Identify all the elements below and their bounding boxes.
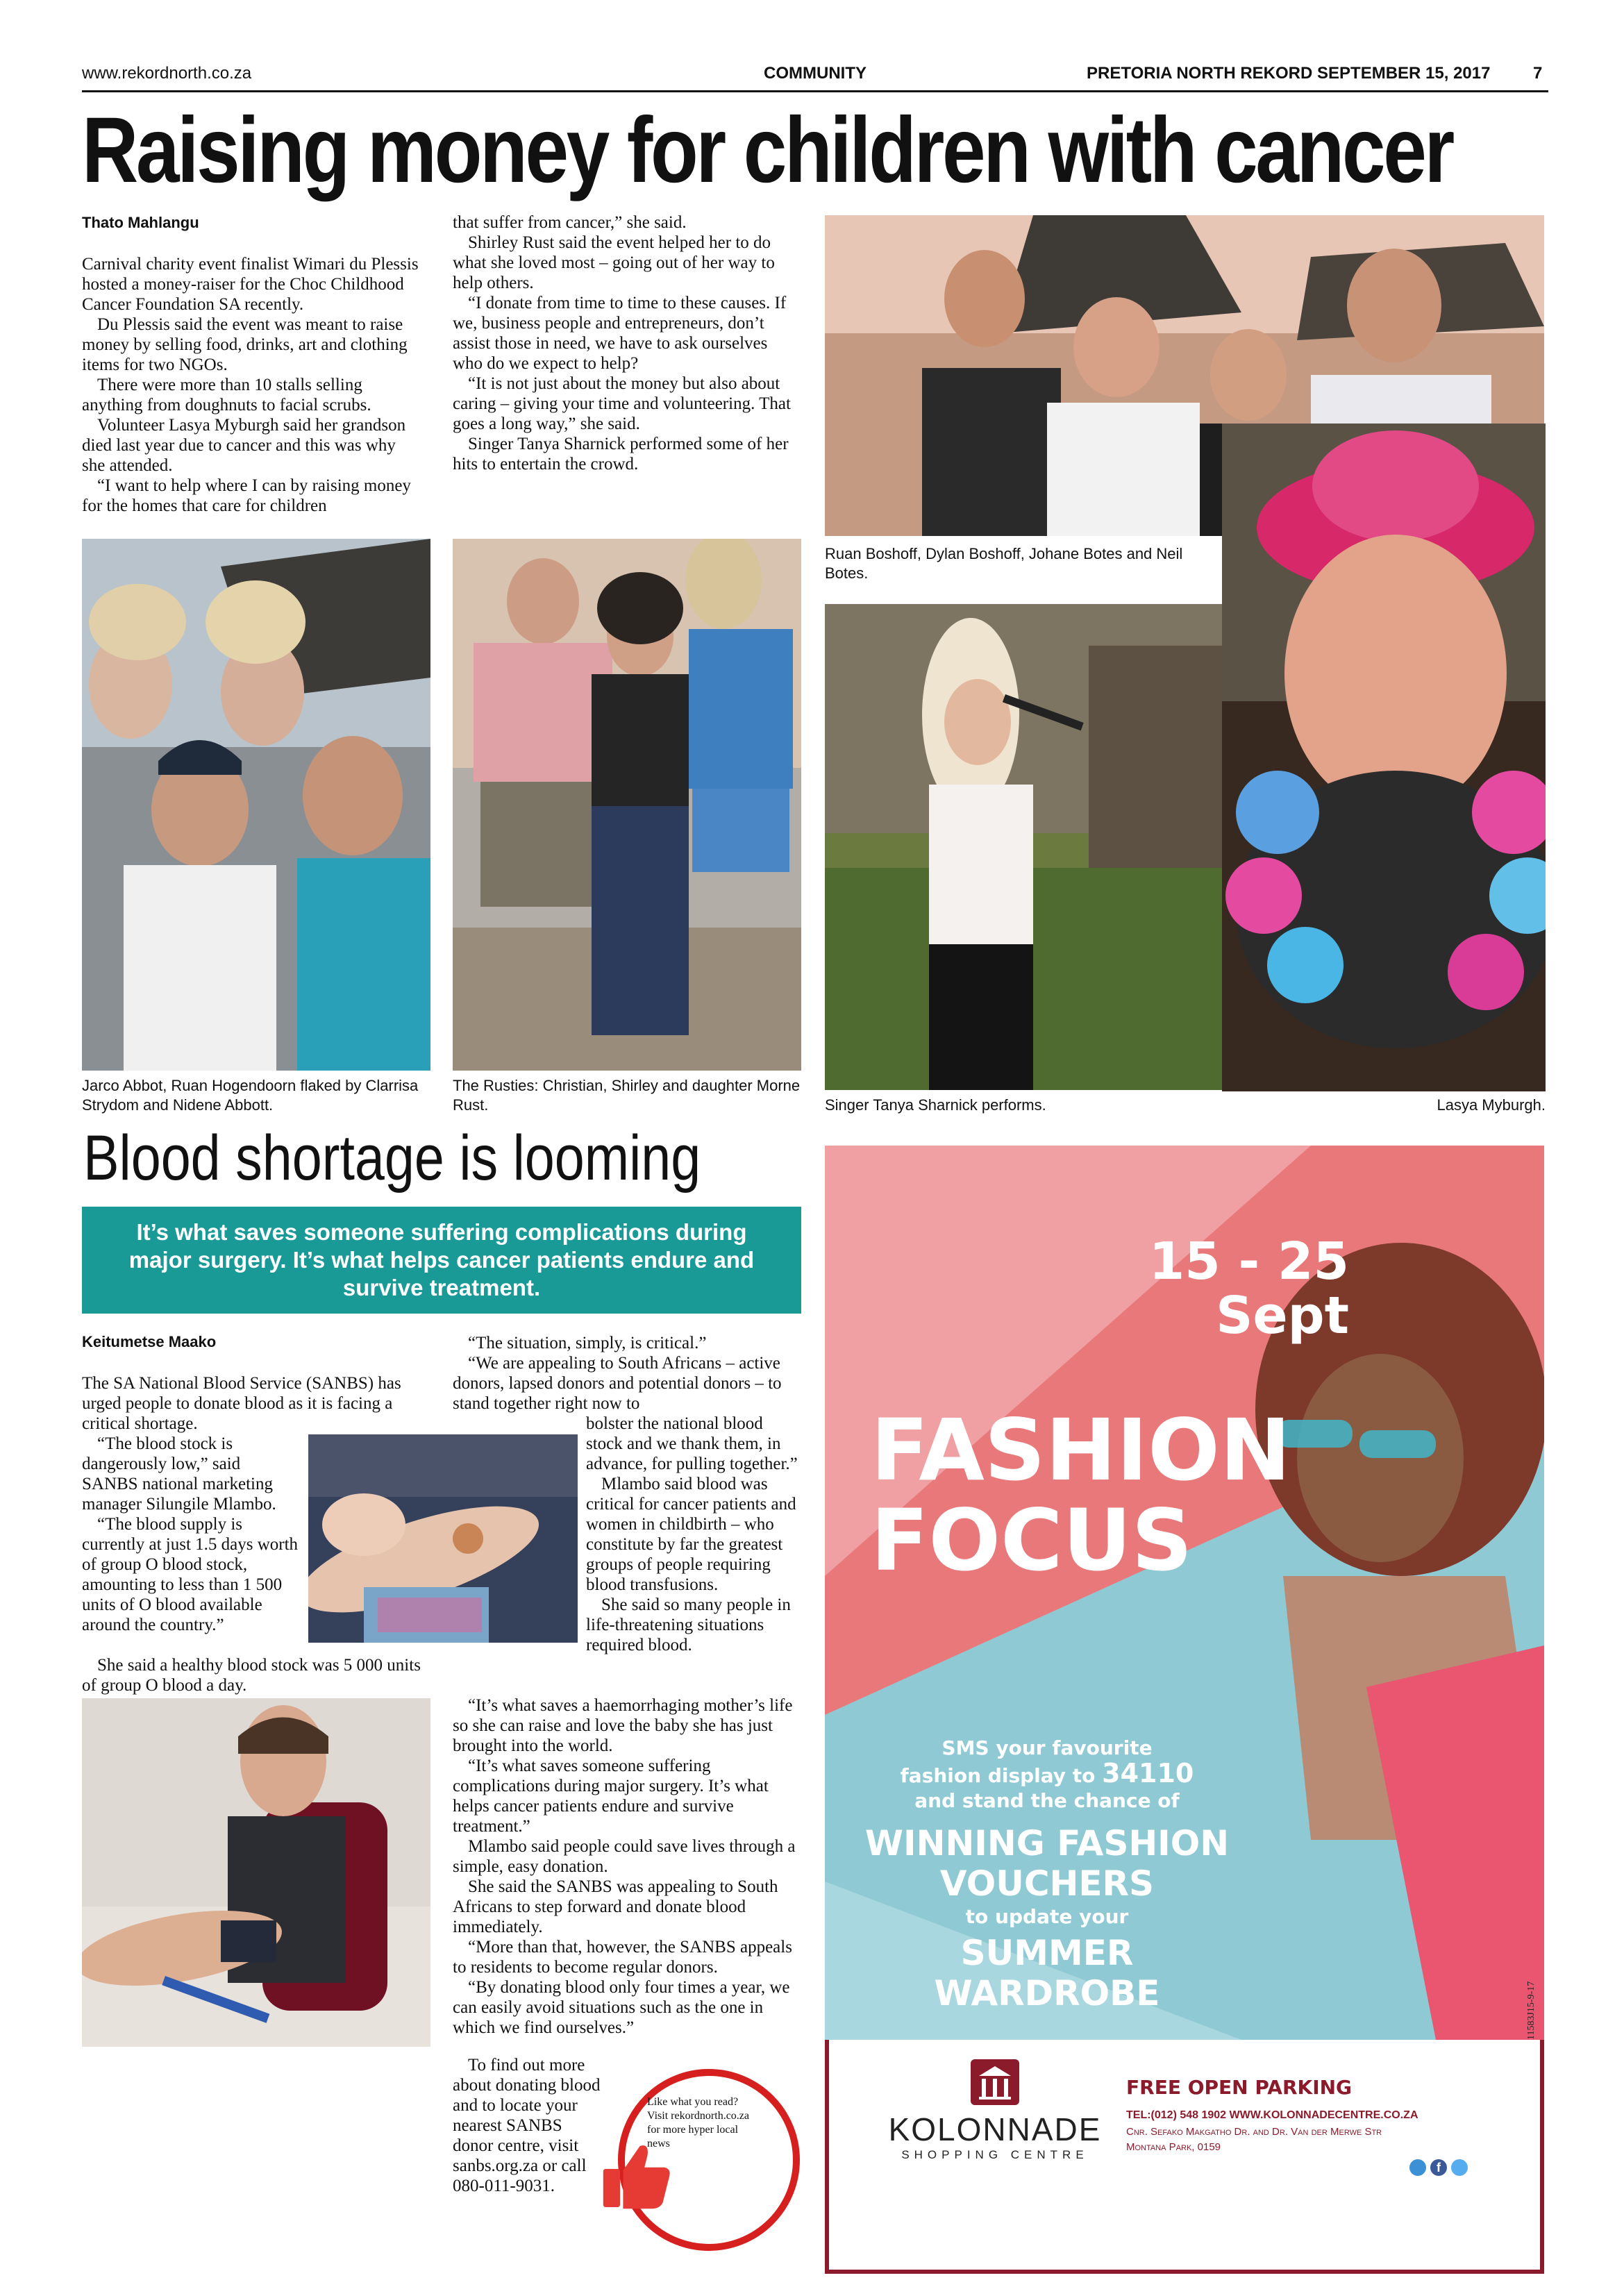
paragraph: To find out more about donating blood and to locate your nearest SANBS donor centre, visit sanbs.org.za or call 080-011-9031. [453, 2056, 601, 2195]
paragraph: Singer Tanya Sharnick performed some of her hits to entertain the crowd. [453, 435, 789, 474]
article2-column-1-narrow [82, 1434, 299, 1635]
advert-sms-number: 34110 [1102, 1758, 1194, 1788]
page-number: 7 [1533, 64, 1543, 83]
advert-win-line1: WINNING FASHION [864, 1823, 1230, 1863]
like-badge[interactable] [618, 2069, 800, 2251]
advert-sms-line2 [853, 1758, 1241, 1788]
article2-column-1-top [82, 1373, 421, 1434]
teaser-box: It’s what saves someone suffering complications during major surgery. It’s what helps cancer patients endure and survive treatment. [82, 1207, 801, 1314]
article2-column-2-narrow [586, 1414, 801, 1655]
advert-tel[interactable]: TEL:(012) 548 1902 WWW.KOLONNADECENTRE.CO.ZA [1126, 2109, 1418, 2121]
advert-summer-line2: WARDROBE [934, 1973, 1160, 2013]
paragraph: “It is not just about the money but also about caring – giving your time and volunteering. That goes a long way,” she said. [453, 374, 791, 433]
advert-sms-line2a: fashion display to [900, 1764, 1096, 1787]
paragraph: Volunteer Lasya Myburgh said her grandson died last year due to cancer and this was why she attended. [82, 416, 406, 475]
paragraph: “I donate from time to time to these causes. If we, business people and entrepreneurs, don’t assist those in need, we have to ask ourselves who do we expect to help? [453, 294, 787, 373]
photo-jarco [82, 539, 430, 1071]
paragraph: Mlambo said people could save lives through a simple, easy donation. [453, 1837, 796, 1876]
paragraph: that suffer from cancer,” she said. [453, 213, 687, 232]
article2-column-1-bottom [82, 1655, 421, 1695]
kolonnade-logo-sub: SHOPPING CENTRE [901, 2148, 1089, 2161]
paragraph: “The blood supply is currently at just 1.5 days worth of group O blood stock, amounting to less than 1 500 units of O blood available around the country.” [82, 1515, 299, 1634]
photo-lasya [1222, 424, 1546, 1091]
article-column-1 [82, 254, 421, 516]
wifi-icon[interactable] [1409, 2159, 1426, 2176]
advert-summer-line1: SUMMER [960, 1933, 1134, 1973]
advert-title-line2: FOCUS [871, 1491, 1193, 1590]
paragraph: There were more than 10 stalls selling anything from doughnuts to facial scrubs. [82, 376, 371, 414]
advert-dates-line2: Sept [1216, 1286, 1349, 1346]
kolonnade-logo-name: KOLONNADE [888, 2111, 1102, 2147]
thumbs-up-icon [597, 2138, 673, 2215]
advert-win [853, 1823, 1241, 1904]
advert-title [871, 1401, 1291, 1590]
paragraph: Shirley Rust said the event helped her to do what she loved most – going out of her way to help others. [453, 233, 775, 292]
advert-dates-line1: 15 - 25 [1148, 1232, 1349, 1291]
photo-donor-man [82, 1698, 430, 2047]
paragraph: Mlambo said blood was critical for cancer patients and women in childbirth – who constitute by far the greatest groups of people requiring blood transfusions. [586, 1475, 796, 1594]
article-byline: Thato Mahlangu [82, 214, 199, 231]
advert-sms [853, 1736, 1241, 1813]
advert-summer [853, 1933, 1241, 2013]
kolonnade-advert[interactable] [825, 1146, 1544, 2274]
article2-headline: Blood shortage is looming [83, 1123, 701, 1193]
paragraph: “It’s what saves a haemorrhaging mother’s life so she can raise and love the baby she has just brought into the world. [453, 1696, 793, 1755]
advert-address-2: Montana Park, 0159 [1126, 2141, 1221, 2153]
section-label: COMMUNITY [764, 64, 867, 83]
advert-code: 11583J15-9-17 [1526, 1981, 1537, 2040]
advert-update: to update your [965, 1905, 1129, 1928]
article-column-2 [453, 212, 800, 474]
article2-column-2-top [453, 1333, 800, 1414]
facebook-icon[interactable]: f [1430, 2159, 1447, 2176]
website-url[interactable]: www.rekordnorth.co.za [82, 64, 252, 83]
paragraph: “By donating blood only four times a year, we can easily avoid situations such as the one in which we find ourselves.” [453, 1978, 790, 2037]
paragraph: “More than that, however, the SANBS appeals to residents to become regular donors. [453, 1938, 792, 1977]
paragraph: “It’s what saves someone suffering complications during major surgery. It’s what helps cancer patients endure and survive treatment.” [453, 1757, 769, 1836]
free-parking: FREE OPEN PARKING [1126, 2076, 1353, 2099]
paragraph: Du Plessis said the event was meant to raise money by selling food, drinks, art and clothing items for two NGOs. [82, 315, 408, 374]
advert-win-line2: VOUCHERS [939, 1863, 1155, 1904]
photo-singer [825, 604, 1222, 1090]
advert-sms-line1: SMS your favourite [941, 1736, 1153, 1759]
caption-lasya: Lasya Myburgh. [1437, 1096, 1546, 1114]
photo-donation-arm [308, 1434, 578, 1643]
paragraph: She said the SANBS was appealing to South Africans to step forward and donate blood immediately. [453, 1877, 778, 1936]
caption-rusties: The Rusties: Christian, Shirley and daughter Morne Rust. [453, 1077, 801, 1114]
article2-byline: Keitumetse Maako [82, 1333, 217, 1350]
paragraph: She said a healthy blood stock was 5 000 units of group O blood a day. [82, 1656, 421, 1695]
paragraph: She said so many people in life-threatening situations required blood. [586, 1595, 791, 1654]
paragraph: “I want to help where I can by raising money for the homes that care for children [82, 476, 411, 515]
paragraph: “The situation, simply, is critical.” [468, 1334, 707, 1352]
article2-column-2-end [453, 2055, 605, 2196]
advert-title-line1: FASHION [871, 1401, 1291, 1500]
photo-rusties [453, 539, 801, 1071]
advert-address-1: Cnr. Sefako Makgatho Dr. and Dr. Van der Merwe Str [1126, 2126, 1382, 2138]
caption-jarco: Jarco Abbot, Ruan Hogendoorn flaked by Clarrisa Strydom and Nidene Abbott. [82, 1077, 419, 1114]
caption-singer: Singer Tanya Sharnick performs. [825, 1096, 1046, 1114]
advert-dates [1134, 1232, 1349, 1346]
twitter-icon[interactable] [1451, 2159, 1468, 2176]
paragraph: bolster the national blood stock and we thank them, in advance, for pulling together.” [586, 1414, 798, 1473]
paragraph: Carnival charity event finalist Wimari du Plessis hosted a money-raiser for the Choc Childhood Cancer Foundation SA recently. [82, 255, 419, 314]
publication-date: PRETORIA NORTH REKORD SEPTEMBER 15, 2017 [1087, 64, 1491, 83]
paragraph: “We are appealing to South Africans – active donors, lapsed donors and potential donors – to stand together right now to [453, 1354, 782, 1413]
paragraph: “The blood stock is dangerously low,” said SANBS national marketing manager Silungile Mlambo. [82, 1434, 276, 1514]
kolonnade-logo-icon [971, 2059, 1019, 2105]
caption-group-four: Ruan Boshoff, Dylan Boshoff, Johane Botes and Neil Botes. [825, 545, 1183, 582]
like-badge-text: Like what you read? Visit rekordnorth.co.za for more hyper local news [647, 2096, 749, 2150]
header-rule [82, 90, 1548, 92]
article-headline: Raising money for children with cancer [82, 99, 1453, 202]
advert-sms-line3: and stand the chance of [914, 1789, 1180, 1812]
paragraph: The SA National Blood Service (SANBS) has urged people to donate blood as it is facing a critical shortage. [82, 1374, 401, 1433]
article2-column-2-mid [453, 1695, 800, 2038]
